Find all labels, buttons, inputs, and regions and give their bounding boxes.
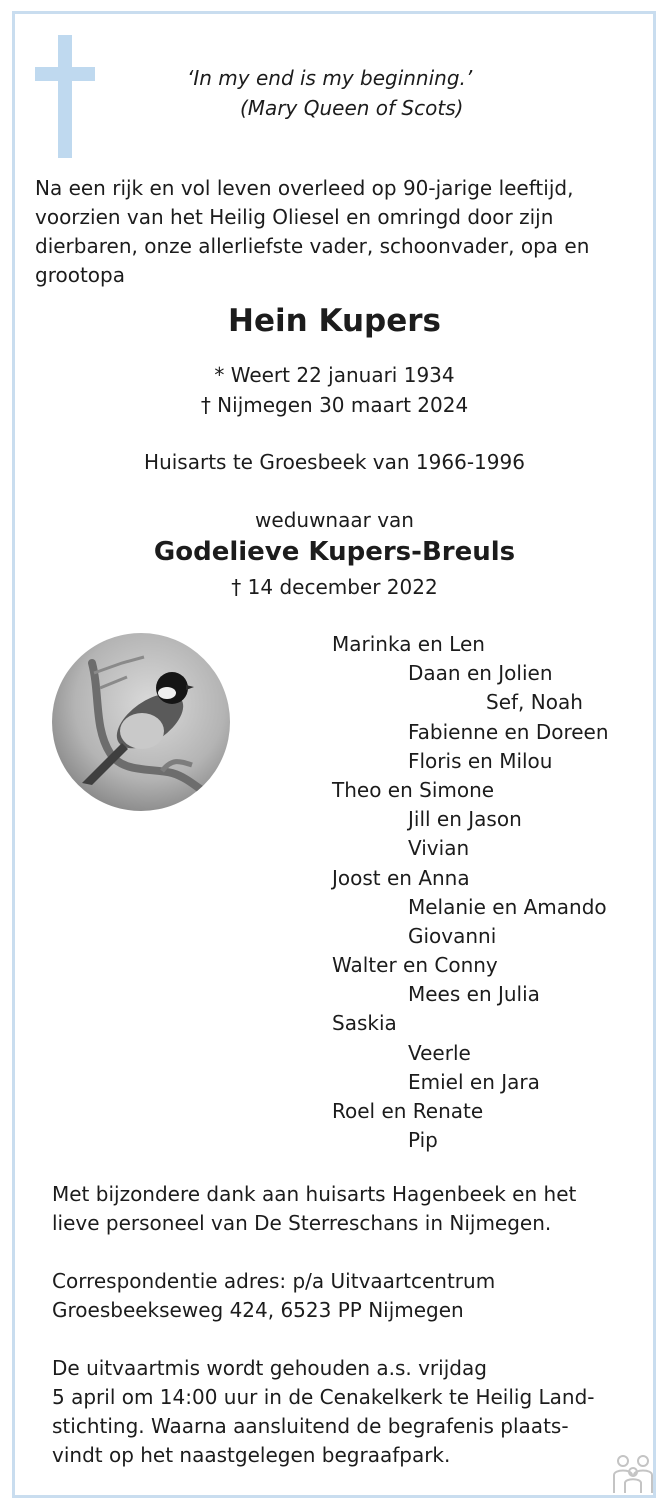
family-member-row: Theo en Simone (332, 777, 495, 802)
family-member-row: Saskia (332, 1011, 397, 1036)
family-member-row: Jill en Jason (408, 807, 522, 832)
deceased-name: Hein Kupers (228, 303, 441, 339)
family-list (332, 630, 609, 1155)
address-paragraph (52, 1267, 652, 1325)
bird-photo (52, 633, 230, 811)
family-member-row: Walter en Conny (332, 953, 498, 978)
family-member-row: Veerle (408, 1040, 471, 1065)
service-line: vindt op het naastgelegen begraafpark. (52, 1443, 451, 1467)
service-paragraph (52, 1354, 652, 1470)
deceased-dates (0, 360, 669, 420)
service-line: 5 april om 14:00 uur in de Cenakelkerk te Heilig Land- (52, 1385, 595, 1409)
address-line: Groesbeekseweg 424, 6523 PP Nijmegen (52, 1298, 464, 1322)
intro-paragraph: Na een rijk en vol leven overleed op 90-jarige leeftijd, voorzien van het Heilig Oliesel en omringd door zijn dierbaren, onze allerliefste vader, schoonvader, opa en grootopa (35, 176, 590, 287)
spouse-name: Godelieve Kupers-Breuls (153, 537, 516, 567)
family-member-row: Emiel en Jara (408, 1069, 540, 1094)
service-line: stichting. Waarna aansluitend de begrafenis plaats- (52, 1414, 569, 1438)
birth-line: * Weert 22 januari 1934 (214, 363, 455, 387)
address-line: Correspondentie adres: p/a Uitvaartcentrum (52, 1269, 496, 1293)
family-member-row: Mees en Julia (408, 982, 540, 1007)
family-member-row: Joost en Anna (332, 865, 470, 890)
widower-label: weduwnaar van (255, 508, 414, 532)
quote-text: ‘In my end is my beginning.’ (187, 66, 473, 90)
family-member-row: Pip (408, 1128, 438, 1153)
family-member-row: Roel en Renate (332, 1099, 484, 1123)
quote-author: (Mary Queen of Scots) (240, 96, 464, 120)
profession-line: Huisarts te Groesbeek van 1966-1996 (144, 450, 525, 474)
thanks-line: Met bijzondere dank aan huisarts Hagenbeek en het (52, 1182, 577, 1206)
thanks-line: lieve personeel van De Sterreschans in Nijmegen. (52, 1211, 552, 1235)
cross-icon (35, 35, 95, 158)
service-line: De uitvaartmis wordt gehouden a.s. vrijdag (52, 1356, 487, 1380)
spouse-death-date: † 14 december 2022 (231, 575, 438, 599)
family-member-row: Marinka en Len (332, 632, 485, 656)
family-member-row: Daan en Jolien (408, 661, 553, 686)
thanks-paragraph (52, 1180, 652, 1238)
family-member-row: Sef, Noah (486, 690, 583, 715)
death-line: † Nijmegen 30 maart 2024 (200, 393, 469, 417)
family-member-row: Fabienne en Doreen (408, 719, 609, 744)
family-member-row: Melanie en Amando (408, 894, 607, 919)
people-group-icon (609, 1453, 657, 1495)
family-member-row: Vivian (408, 836, 470, 861)
family-member-row: Giovanni (408, 923, 497, 948)
family-member-row: Floris en Milou (408, 748, 553, 773)
